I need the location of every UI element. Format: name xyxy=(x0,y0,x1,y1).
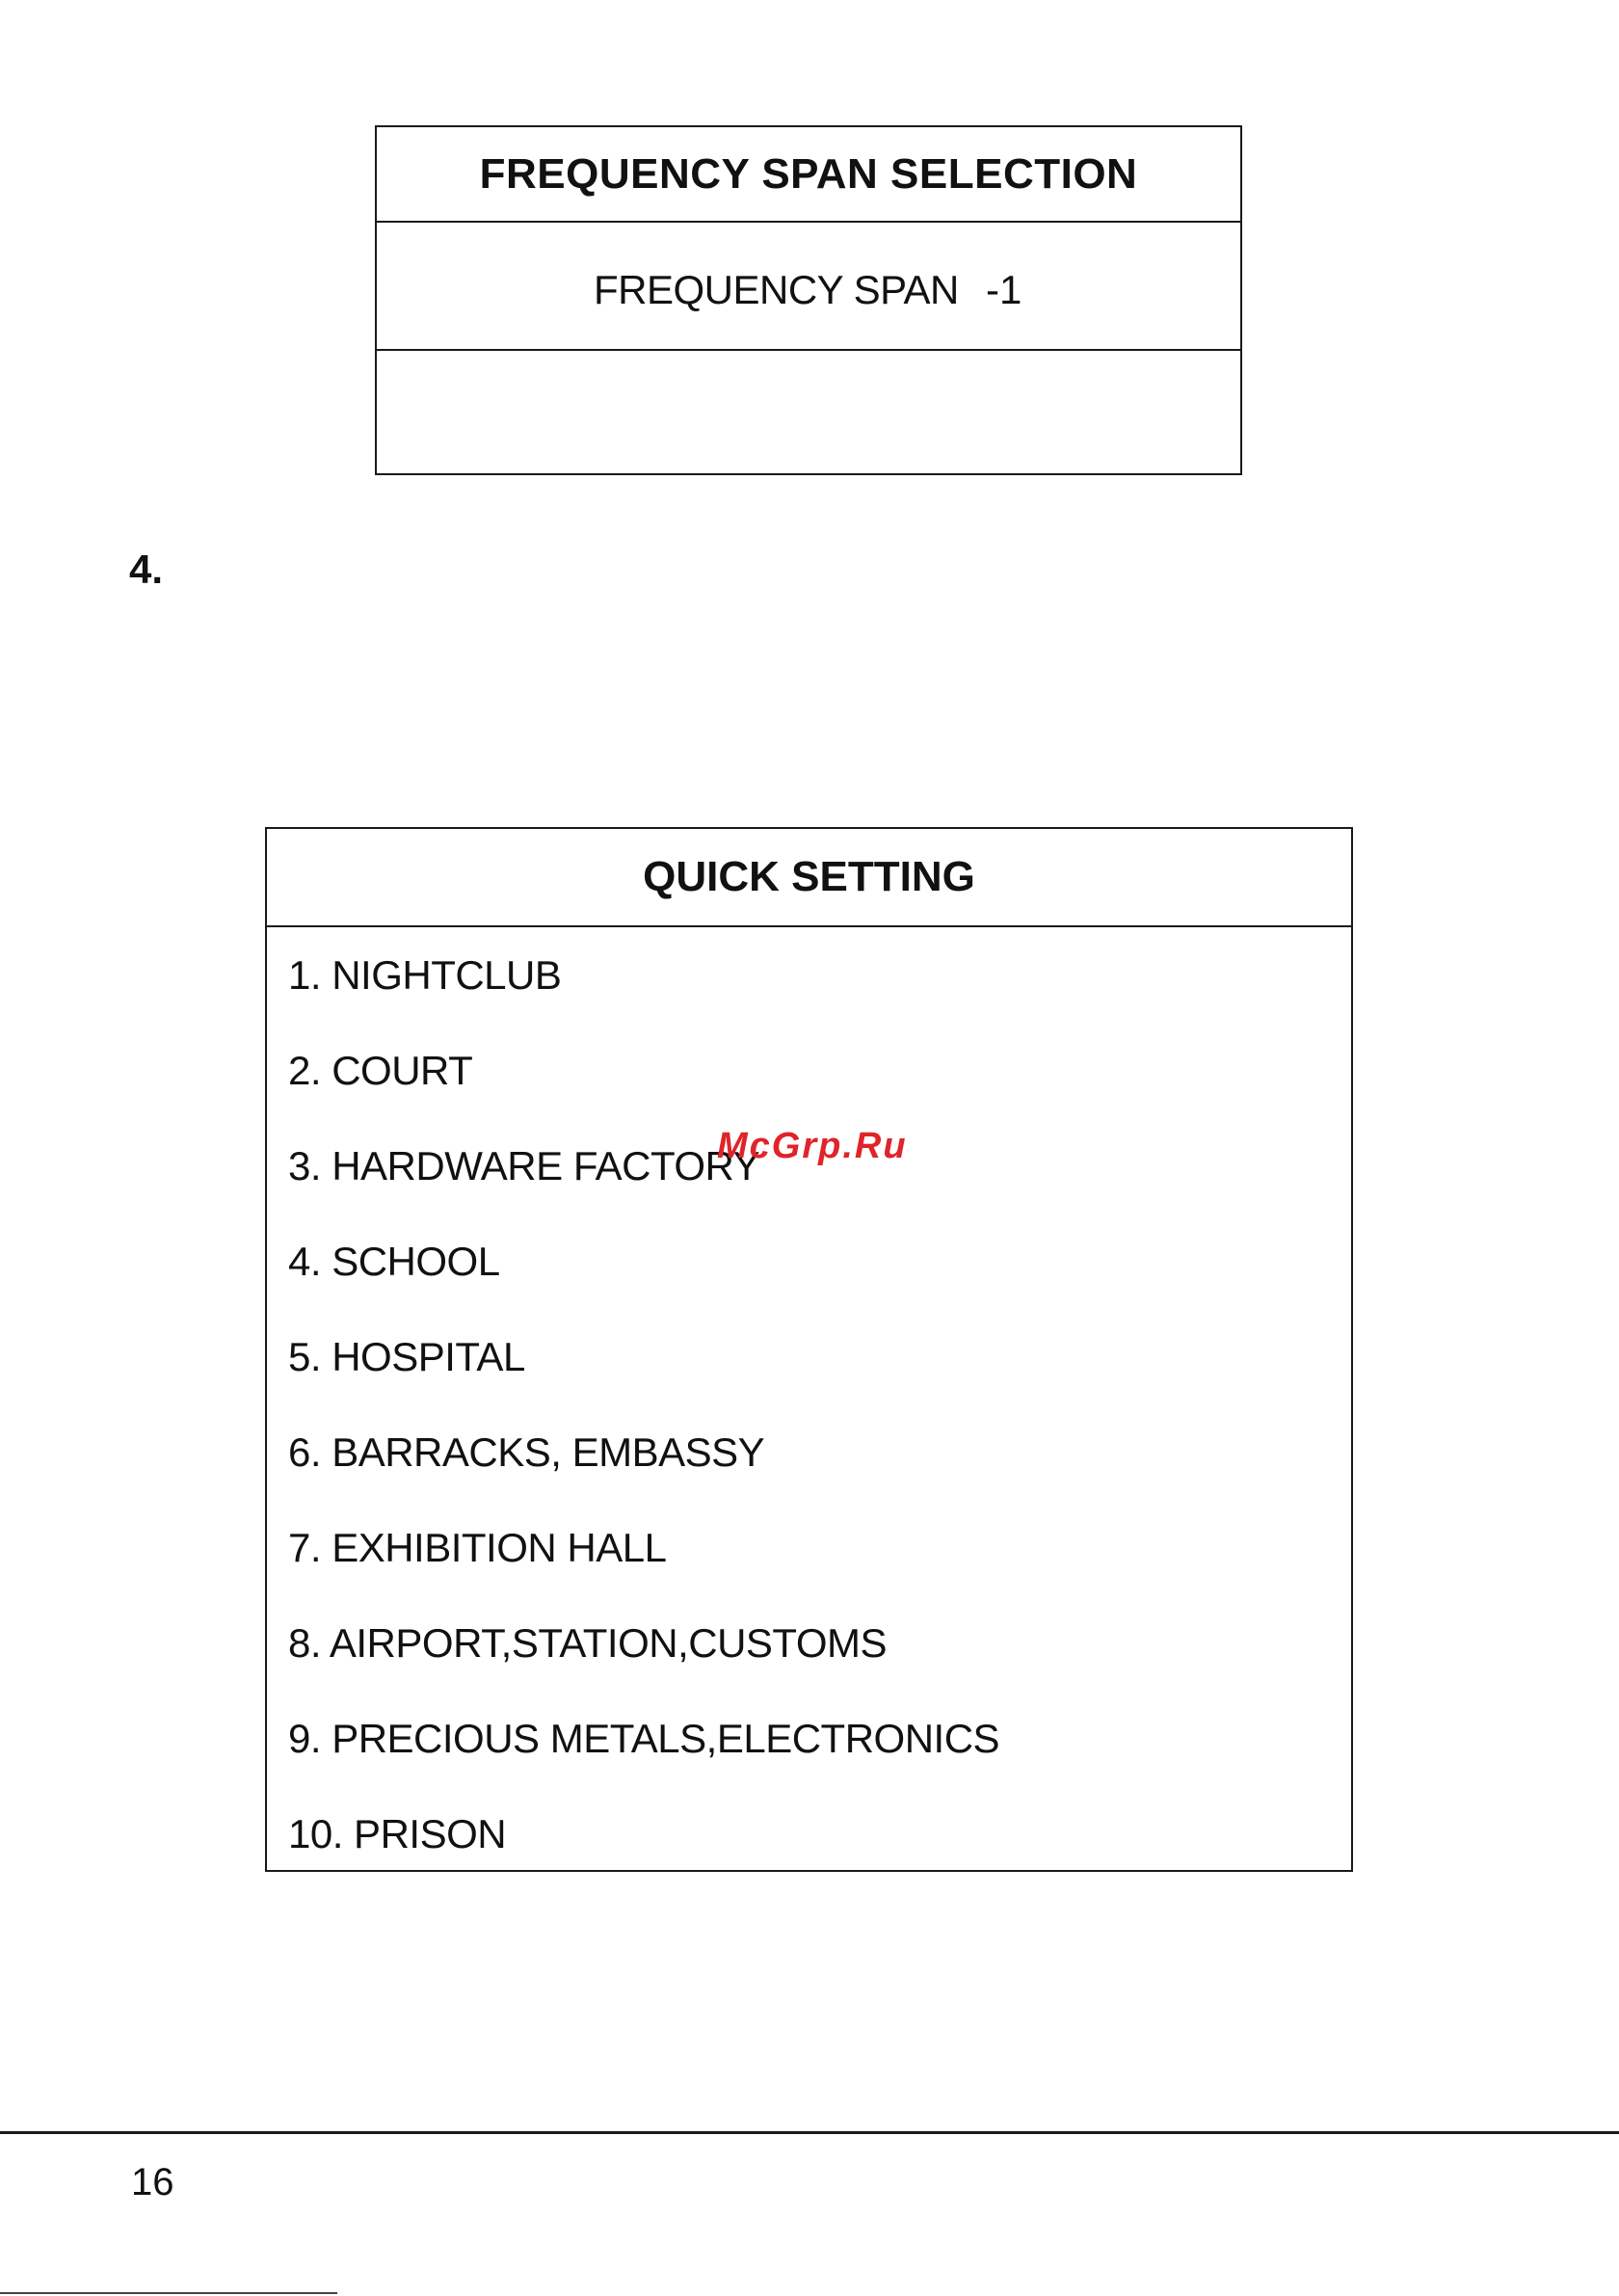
quick-setting-item-barracks-embassy: 6. BARRACKS, EMBASSY xyxy=(288,1429,765,1475)
page-number: 16 xyxy=(131,2161,174,2203)
quick-setting-item-precious-metals-electronics: 9. PRECIOUS METALS,ELECTRONICS xyxy=(288,1716,1000,1761)
frequency-span-title: FREQUENCY SPAN SELECTION xyxy=(479,149,1138,198)
frequency-span-header xyxy=(377,127,1240,223)
quick-setting-item-prison: 10. PRISON xyxy=(288,1811,507,1856)
quick-setting-item-nightclub: 1. NIGHTCLUB xyxy=(288,952,562,998)
quick-setting-item-hardware-factory: 3. HARDWARE FACTORY xyxy=(288,1143,760,1188)
quick-setting-header xyxy=(267,829,1351,927)
watermark-logo: McGrp.Ru xyxy=(717,1126,908,1166)
bottom-edge-line xyxy=(0,2292,337,2294)
quick-setting-item-court: 2. COURT xyxy=(288,1048,473,1093)
frequency-span-value: -1 xyxy=(986,267,1022,312)
quick-setting-item-airport-station-customs: 8. AIRPORT,STATION,CUSTOMS xyxy=(288,1620,887,1666)
quick-setting-item-exhibition-hall: 7. EXHIBITION HALL xyxy=(288,1525,667,1570)
frequency-span-box xyxy=(375,125,1242,475)
quick-setting-item-hospital: 5. HOSPITAL xyxy=(288,1334,525,1379)
quick-setting-title: QUICK SETTING xyxy=(643,853,975,900)
quick-setting-item-school: 4. SCHOOL xyxy=(288,1239,500,1284)
step-number: 4. xyxy=(129,547,164,592)
frequency-span-label: FREQUENCY SPAN xyxy=(594,267,959,312)
frequency-span-value-row xyxy=(377,223,1240,351)
frequency-span-empty-row xyxy=(377,351,1240,473)
footer-divider xyxy=(0,2131,1619,2134)
quick-setting-box xyxy=(265,827,1353,1872)
